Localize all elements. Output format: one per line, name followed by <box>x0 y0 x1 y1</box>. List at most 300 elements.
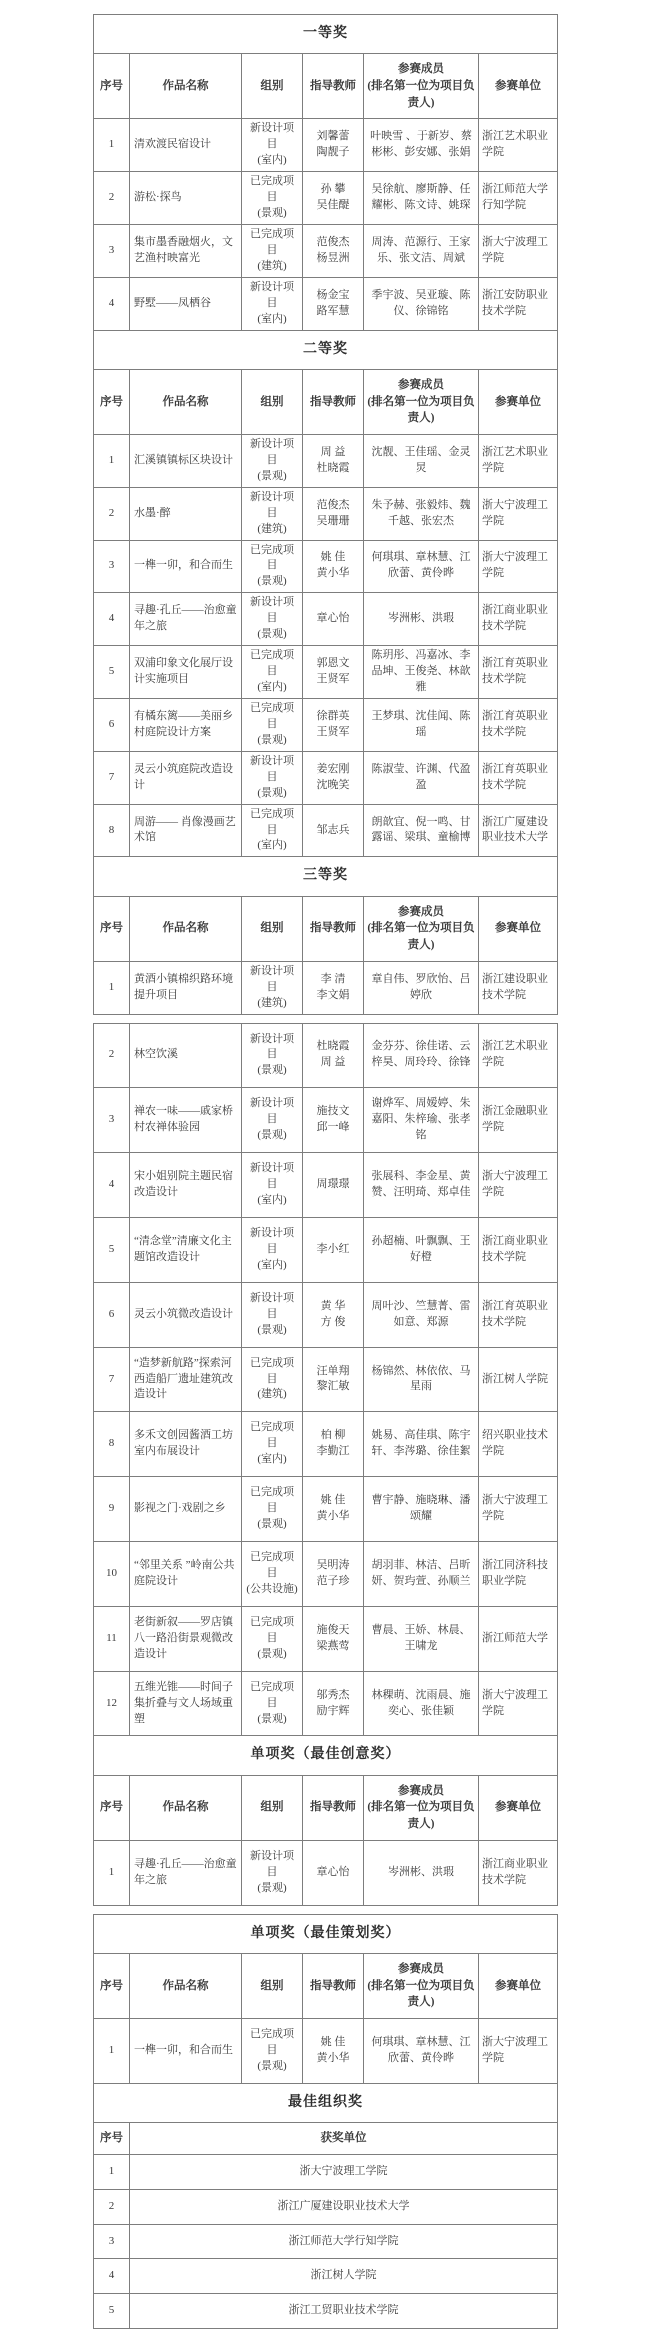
cell-work: 灵云小筑庭院改造设计 <box>130 751 242 804</box>
teacher-name: 黄 华 <box>320 1299 346 1312</box>
cell-members: 曹宇静、施晓琳、潘颂耀 <box>364 1477 479 1542</box>
cell-unit: 浙大宁波理工学院 <box>479 1153 558 1218</box>
teacher-name: 黄小华 <box>316 567 350 580</box>
teacher-name: 姜宏刚 <box>316 762 350 775</box>
award-row <box>94 1606 558 1671</box>
cell-unit: 浙江安防职业技术学院 <box>479 277 558 330</box>
cell-teacher <box>303 434 364 487</box>
group-line: 已完成项目 <box>250 1356 294 1385</box>
cell-no: 7 <box>94 1347 130 1412</box>
teacher-name: 黄小华 <box>316 1510 350 1523</box>
group-line: 新设计项目 <box>250 1162 294 1191</box>
teacher-name: 周 益 <box>320 1056 346 1069</box>
cell-group <box>242 487 303 540</box>
cell-unit: 浙江商业职业技术学院 <box>479 593 558 646</box>
cell-no: 3 <box>94 1088 130 1153</box>
header-members-line1: 参赛成员 <box>398 1962 444 1975</box>
section-title: 单项奖（最佳策划奖） <box>94 1914 558 1953</box>
header-group: 组别 <box>242 896 303 961</box>
group-line: 新设计项目 <box>250 1226 294 1255</box>
cell-work: 水墨·醉 <box>130 487 242 540</box>
cell-org-unit: 浙江树人学院 <box>130 2259 558 2294</box>
teacher-name: 周 益 <box>320 445 346 458</box>
header-members-line1: 参赛成员 <box>398 63 444 76</box>
cell-unit: 浙大宁波理工学院 <box>479 2018 558 2083</box>
cell-teacher <box>303 961 364 1014</box>
group-line: (室内) <box>257 154 287 167</box>
header-members <box>364 1775 479 1840</box>
teacher-name: 黄小华 <box>316 2051 350 2064</box>
cell-unit: 浙江金融职业学院 <box>479 1088 558 1153</box>
cell-teacher <box>303 1606 364 1671</box>
cell-unit: 浙大宁波理工学院 <box>479 1477 558 1542</box>
header-members <box>364 369 479 434</box>
cell-teacher <box>303 2018 364 2083</box>
group-line: (景观) <box>257 207 287 219</box>
cell-group <box>242 804 303 857</box>
column-header-row <box>94 54 558 119</box>
cell-no: 1 <box>94 2018 130 2083</box>
award-row <box>94 1477 558 1542</box>
cell-work: “清念堂”清廉文化主题馆改造设计 <box>130 1217 242 1282</box>
cell-work: 影视之门·戏剧之乡 <box>130 1477 242 1542</box>
teacher-name: 施俊天 <box>316 1623 350 1636</box>
header-members-line2: (排名第一位为项目负责人) <box>367 395 475 425</box>
cell-no: 3 <box>94 540 130 593</box>
cell-unit: 浙江同济科技职业学院 <box>479 1542 558 1607</box>
award-row <box>94 1282 558 1347</box>
cell-work: 一榫一卯，和合而生 <box>130 2018 242 2083</box>
section-title-row <box>94 2083 558 2122</box>
cell-group <box>242 593 303 646</box>
group-line: 新设计项目 <box>250 490 294 519</box>
award-row <box>94 540 558 593</box>
section-title-row <box>94 15 558 54</box>
cell-group <box>242 1412 303 1477</box>
teacher-name: 李 清 <box>320 972 346 985</box>
cell-unit: 浙大宁波理工学院 <box>479 1671 558 1736</box>
header-unit: 参赛单位 <box>479 54 558 119</box>
group-line: 新设计项目 <box>250 1291 294 1320</box>
cell-group <box>242 646 303 699</box>
cell-group <box>242 224 303 277</box>
group-line: (景观) <box>257 628 287 641</box>
cell-unit: 浙江育英职业技术学院 <box>479 698 558 751</box>
cell-no: 5 <box>94 1217 130 1282</box>
header-work: 作品名称 <box>130 369 242 434</box>
cell-members: 周叶沙、竺慧菁、雷如意、郑源 <box>364 1282 479 1347</box>
cell-members: 金芬芬、徐佳诺、云梓昊、周玲玲、徐锋 <box>364 1023 479 1088</box>
cell-work: 一榫一卯，和合而生 <box>130 540 242 593</box>
group-line: (建筑) <box>257 522 287 535</box>
cell-group <box>242 1671 303 1736</box>
cell-group <box>242 1217 303 1282</box>
group-line: (建筑) <box>257 1388 287 1401</box>
cell-members: 章自伟、罗欣怡、吕婷欣 <box>364 961 479 1014</box>
cell-unit: 浙大宁波理工学院 <box>479 487 558 540</box>
cell-teacher <box>303 1217 364 1282</box>
cell-group <box>242 2018 303 2083</box>
header-members <box>364 1953 479 2018</box>
award-row <box>94 172 558 225</box>
cell-work: 林空饮溪 <box>130 1023 242 1088</box>
cell-group <box>242 1542 303 1607</box>
cell-org-unit: 浙江广厦建设职业技术大学 <box>130 2189 558 2224</box>
group-line: (景观) <box>257 1881 287 1894</box>
teacher-name: 周璟璟 <box>316 1178 350 1191</box>
cell-members: 沈靓、王佳瑶、金灵炅 <box>364 434 479 487</box>
org-award-row <box>94 2224 558 2259</box>
header-no: 序号 <box>94 896 130 961</box>
cell-no: 8 <box>94 804 130 857</box>
cell-work: 寻趣·孔丘——治愈童年之旅 <box>130 1840 242 1905</box>
cell-group <box>242 1282 303 1347</box>
cell-unit: 浙江树人学院 <box>479 1347 558 1412</box>
award-row <box>94 277 558 330</box>
teacher-name: 姚 佳 <box>320 2035 346 2048</box>
group-line: 新设计项目 <box>250 122 294 151</box>
cell-teacher <box>303 1542 364 1607</box>
org-header-row <box>94 2122 558 2154</box>
teacher-name: 姚 佳 <box>320 551 346 564</box>
header-group: 组别 <box>242 54 303 119</box>
org-award-row <box>94 2259 558 2294</box>
award-row <box>94 1347 558 1412</box>
group-line: (建筑) <box>257 259 287 272</box>
group-line: 已完成项目 <box>250 807 294 836</box>
cell-teacher <box>303 1477 364 1542</box>
teacher-name: 杜晓霞 <box>316 461 350 474</box>
group-line: (公共设施) <box>246 1582 298 1595</box>
cell-unit: 浙江育英职业技术学院 <box>479 751 558 804</box>
section-title-row <box>94 1914 558 1953</box>
cell-unit: 浙大宁波理工学院 <box>479 224 558 277</box>
cell-teacher <box>303 119 364 172</box>
award-table-block-1 <box>93 14 558 1015</box>
cell-group <box>242 1606 303 1671</box>
group-line: (景观) <box>257 733 287 746</box>
cell-work: 老街新叙——罗店镇八一路沿街景观微改造设计 <box>130 1606 242 1671</box>
cell-teacher <box>303 1023 364 1088</box>
cell-members: 胡羽菲、林洁、吕昕妍、贺玙萱、孙顺兰 <box>364 1542 479 1607</box>
group-line: (景观) <box>257 1647 287 1660</box>
group-line: 新设计项目 <box>250 1032 294 1061</box>
section-title: 单项奖（最佳创意奖） <box>94 1736 558 1775</box>
group-line: (景观) <box>257 786 287 799</box>
header-members-line2: (排名第一位为项目负责人) <box>367 922 475 952</box>
cell-work: 汇溪镇镇标区块设计 <box>130 434 242 487</box>
header-members-line2: (排名第一位为项目负责人) <box>367 1801 475 1831</box>
cell-work: 灵云小筑微改造设计 <box>130 1282 242 1347</box>
group-line: (室内) <box>257 312 287 325</box>
teacher-name: 邬秀杰 <box>316 1688 350 1701</box>
teacher-name: 柏 柳 <box>320 1429 346 1442</box>
cell-no: 8 <box>94 1412 130 1477</box>
award-row <box>94 119 558 172</box>
awards-document <box>93 0 557 2329</box>
cell-unit: 浙江广厦建设职业技术大学 <box>479 804 558 857</box>
cell-teacher <box>303 593 364 646</box>
section-title-row <box>94 1736 558 1775</box>
header-work: 作品名称 <box>130 54 242 119</box>
cell-no: 2 <box>94 172 130 225</box>
award-row <box>94 1671 558 1736</box>
cell-members: 曹晨、王娇、林晨、王啸龙 <box>364 1606 479 1671</box>
group-line: (景观) <box>257 575 287 588</box>
teacher-name: 郭恩文 <box>316 657 350 670</box>
header-members-line1: 参赛成员 <box>398 905 444 918</box>
cell-no: 6 <box>94 698 130 751</box>
cell-teacher <box>303 172 364 225</box>
header-members-line1: 参赛成员 <box>398 1784 444 1797</box>
cell-work: 寻趣·孔丘——治愈童年之旅 <box>130 593 242 646</box>
award-row <box>94 961 558 1014</box>
cell-members: 陈淑莹、许渊、代盈盈 <box>364 751 479 804</box>
header-members <box>364 54 479 119</box>
cell-group <box>242 119 303 172</box>
award-row <box>94 1840 558 1905</box>
teacher-name: 吴明涛 <box>316 1558 350 1571</box>
cell-unit: 浙江商业职业技术学院 <box>479 1840 558 1905</box>
teacher-name: 杨昱洲 <box>316 251 350 264</box>
cell-group <box>242 961 303 1014</box>
cell-work: 清欢渡民宿设计 <box>130 119 242 172</box>
teacher-name: 王贤军 <box>316 725 350 738</box>
cell-unit: 浙江艺术职业学院 <box>479 1023 558 1088</box>
group-line: (室内) <box>257 1258 287 1271</box>
cell-teacher <box>303 1412 364 1477</box>
group-line: 已完成项目 <box>250 1551 294 1579</box>
cell-members: 叶映雪 、于新岁、蔡彬彬、彭安娜、张娟 <box>364 119 479 172</box>
header-teacher: 指导教师 <box>303 54 364 119</box>
cell-work: 五维光锥——时间子集折叠与文人场域重塑 <box>130 1671 242 1736</box>
column-header-row <box>94 1953 558 2018</box>
cell-work: 宋小姐别院主题民宿改造设计 <box>130 1153 242 1218</box>
cell-members: 张展科、李金星、黄赞、汪明琦、郑卓佳 <box>364 1153 479 1218</box>
teacher-name: 李勤江 <box>316 1445 350 1458</box>
cell-teacher <box>303 804 364 857</box>
cell-group <box>242 434 303 487</box>
column-header-row <box>94 369 558 434</box>
cell-no: 5 <box>94 2294 130 2329</box>
group-line: 已完成项目 <box>250 175 294 204</box>
award-row <box>94 1023 558 1088</box>
cell-members: 陈玥彤、冯嘉冰、李品坤、王俊尧、林歆雅 <box>364 646 479 699</box>
header-teacher: 指导教师 <box>303 1775 364 1840</box>
cell-teacher <box>303 540 364 593</box>
header-unit: 参赛单位 <box>479 896 558 961</box>
teacher-name: 杨金宝 <box>316 288 350 301</box>
award-row <box>94 224 558 277</box>
section-title-row <box>94 330 558 369</box>
cell-work: 集市墨香融烟火，文艺渔村映富光 <box>130 224 242 277</box>
group-line: 已完成项目 <box>250 1421 294 1450</box>
group-line: (景观) <box>257 469 287 482</box>
group-line: (景观) <box>257 2059 287 2072</box>
cell-members: 岑洲彬、洪瑕 <box>364 593 479 646</box>
cell-org-unit: 浙江师范大学行知学院 <box>130 2224 558 2259</box>
cell-members: 岑洲彬、洪瑕 <box>364 1840 479 1905</box>
cell-group <box>242 277 303 330</box>
header-teacher: 指导教师 <box>303 896 364 961</box>
teacher-name: 王贤军 <box>316 673 350 686</box>
cell-no: 7 <box>94 751 130 804</box>
cell-work: 野墅——凤栖谷 <box>130 277 242 330</box>
award-row <box>94 751 558 804</box>
group-line: 新设计项目 <box>250 437 294 466</box>
cell-members: 林稞萌、沈雨晨、施奕心、张佳颖 <box>364 1671 479 1736</box>
cell-no: 12 <box>94 1671 130 1736</box>
cell-group <box>242 751 303 804</box>
cell-no: 4 <box>94 2259 130 2294</box>
section-title: 最佳组织奖 <box>94 2083 558 2122</box>
cell-members: 季宇波、吴亚璇、陈仪、徐锦铭 <box>364 277 479 330</box>
group-line: (室内) <box>257 1194 287 1206</box>
group-line: 新设计项目 <box>250 1097 294 1126</box>
award-row <box>94 804 558 857</box>
teacher-name: 邱一峰 <box>316 1121 350 1134</box>
cell-unit: 浙大宁波理工学院 <box>479 540 558 593</box>
cell-work: 双浦印象文化展厅设计实施项目 <box>130 646 242 699</box>
teacher-name: 孙 攀 <box>320 183 346 196</box>
header-no: 序号 <box>94 1775 130 1840</box>
header-no: 序号 <box>94 54 130 119</box>
group-line: 已完成项目 <box>250 1615 294 1644</box>
cell-teacher <box>303 224 364 277</box>
cell-work: “造梦新航路”探索河西造船厂遗址建筑改造设计 <box>130 1347 242 1412</box>
section-title: 二等奖 <box>94 330 558 369</box>
cell-work: 多禾文创园酱酒工坊室内布展设计 <box>130 1412 242 1477</box>
cell-group <box>242 698 303 751</box>
cell-work: 游松·探鸟 <box>130 172 242 225</box>
header-no: 序号 <box>94 369 130 434</box>
cell-teacher <box>303 487 364 540</box>
header-group: 组别 <box>242 1953 303 2018</box>
header-unit: 参赛单位 <box>479 1775 558 1840</box>
cell-work: 黄酒小镇棉织路环境提升项目 <box>130 961 242 1014</box>
cell-members: 谢烨军、周嫒婷、朱嘉阳、朱梓瑜、张孝铭 <box>364 1088 479 1153</box>
header-members <box>364 896 479 961</box>
group-line: 已完成项目 <box>250 1486 294 1515</box>
org-header-unit: 获奖单位 <box>130 2122 558 2154</box>
cell-no: 5 <box>94 646 130 699</box>
group-line: 已完成项目 <box>250 2027 294 2056</box>
teacher-name: 章心怡 <box>316 1865 350 1878</box>
cell-teacher <box>303 1088 364 1153</box>
award-row <box>94 1412 558 1477</box>
cell-org-unit: 浙江工贸职业技术学院 <box>130 2294 558 2329</box>
teacher-name: 姚 佳 <box>320 1494 346 1507</box>
cell-teacher <box>303 277 364 330</box>
cell-members: 周涛、范源行、王家乐、张文洁、周斌 <box>364 224 479 277</box>
teacher-name: 方 俊 <box>320 1315 346 1328</box>
award-table-block-2 <box>93 1023 558 1906</box>
teacher-name: 范俊杰 <box>316 235 350 248</box>
award-row <box>94 593 558 646</box>
header-group: 组别 <box>242 369 303 434</box>
cell-group <box>242 1477 303 1542</box>
cell-group <box>242 540 303 593</box>
header-members-line2: (排名第一位为项目负责人) <box>367 1979 475 2009</box>
teacher-name: 李小红 <box>316 1242 350 1255</box>
org-award-row <box>94 2154 558 2189</box>
cell-work: 周游—— 肖像漫画艺术馆 <box>130 804 242 857</box>
cell-group <box>242 1088 303 1153</box>
cell-unit: 浙江艺术职业学院 <box>479 434 558 487</box>
cell-no: 2 <box>94 2189 130 2224</box>
cell-no: 1 <box>94 2154 130 2189</box>
cell-members: 何琪琪、章林慧、江欣蕾、黄伶晔 <box>364 540 479 593</box>
teacher-name: 邹志兵 <box>316 823 350 836</box>
award-row <box>94 434 558 487</box>
header-members-line2: (排名第一位为项目负责人) <box>367 79 475 109</box>
teacher-name: 吴佳醍 <box>316 199 350 212</box>
cell-members: 何琪琪、章林慧、江欣蕾、黄伶晔 <box>364 2018 479 2083</box>
group-line: (建筑) <box>257 996 287 1009</box>
cell-no: 11 <box>94 1606 130 1671</box>
cell-members: 孙超楠、叶飘飘、王好橙 <box>364 1217 479 1282</box>
cell-unit: 浙江师范大学 <box>479 1606 558 1671</box>
group-line: (景观) <box>257 1518 287 1531</box>
cell-work: 有橘东篱——美丽乡村庭院设计方案 <box>130 698 242 751</box>
section-title-row <box>94 857 558 896</box>
cell-unit: 浙江艺术职业学院 <box>479 119 558 172</box>
group-line: 已完成项目 <box>250 649 294 678</box>
teacher-name: 沈晚笑 <box>316 778 350 791</box>
cell-no: 1 <box>94 119 130 172</box>
teacher-name: 黎汇敏 <box>316 1380 350 1393</box>
section-title: 三等奖 <box>94 857 558 896</box>
cell-no: 4 <box>94 1153 130 1218</box>
cell-teacher <box>303 1282 364 1347</box>
cell-unit: 浙江育英职业技术学院 <box>479 646 558 699</box>
cell-members: 姚易、高佳琪、陈宇轩、李涔璐、徐佳絮 <box>364 1412 479 1477</box>
teacher-name: 路军慧 <box>316 304 350 317</box>
cell-teacher <box>303 751 364 804</box>
group-line: 已完成项目 <box>250 227 294 256</box>
cell-group <box>242 1840 303 1905</box>
teacher-name: 吴珊珊 <box>316 514 350 527</box>
cell-unit: 浙江师范大学行知学院 <box>479 172 558 225</box>
cell-no: 10 <box>94 1542 130 1607</box>
award-row <box>94 2018 558 2083</box>
cell-unit: 浙江育英职业技术学院 <box>479 1282 558 1347</box>
group-line: (景观) <box>257 1064 287 1077</box>
cell-no: 4 <box>94 277 130 330</box>
cell-no: 3 <box>94 224 130 277</box>
cell-no: 1 <box>94 961 130 1014</box>
cell-no: 2 <box>94 487 130 540</box>
cell-no: 1 <box>94 1840 130 1905</box>
cell-members: 吴徐航、廖斯静、任耀彬、陈文诗、姚琛 <box>364 172 479 225</box>
cell-work: “邻里关系 ”岭南公共庭院设计 <box>130 1542 242 1607</box>
header-teacher: 指导教师 <box>303 369 364 434</box>
group-line: (室内) <box>257 681 287 693</box>
teacher-name: 杜晓霞 <box>316 1040 350 1053</box>
cell-unit: 浙江建设职业技术学院 <box>479 961 558 1014</box>
cell-group <box>242 1347 303 1412</box>
column-header-row <box>94 1775 558 1840</box>
header-work: 作品名称 <box>130 1775 242 1840</box>
teacher-name: 施技文 <box>316 1105 350 1118</box>
award-row <box>94 1217 558 1282</box>
teacher-name: 陶靓子 <box>316 146 350 159</box>
group-line: (室内) <box>257 1453 287 1466</box>
teacher-name: 范子珍 <box>316 1574 350 1587</box>
teacher-name: 励宇辉 <box>316 1704 350 1717</box>
award-row <box>94 1542 558 1607</box>
group-line: 新设计项目 <box>250 754 294 783</box>
